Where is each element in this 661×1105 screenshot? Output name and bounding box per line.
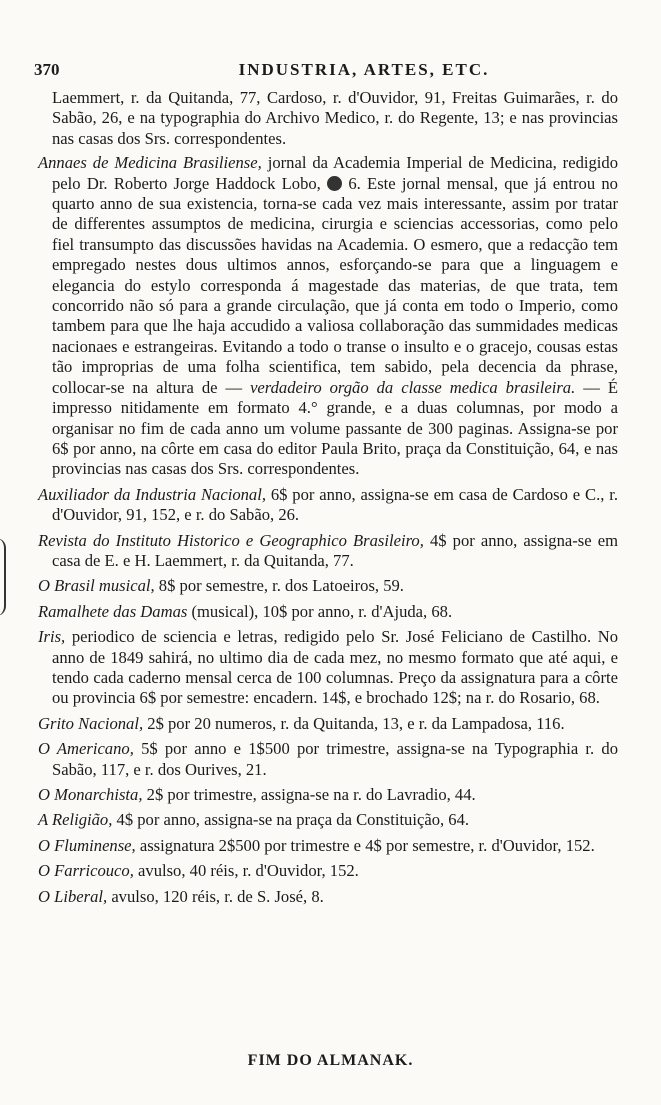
entry-title: O Brasil musical,: [38, 576, 155, 596]
list-item: [38, 531, 618, 572]
page-number: 370: [34, 60, 60, 79]
entry-title: Auxiliador da Industria Nacional,: [38, 484, 266, 504]
list-item: [38, 714, 618, 734]
entry-title: Revista do Instituto Historico e Geographico Brasileiro,: [38, 530, 424, 550]
entry-title: O Fluminense,: [38, 835, 136, 855]
entry-text: avulso, 120 réis, r. de S. José, 8.: [111, 886, 324, 906]
entry-text: 6. Este jornal mensal, que já entrou no quarto anno de sua existencia, torna-se cada vez mais interessante, assim por tratar de differentes assumptos de medicina, cirurgia e sciencias accessorias, como pelo fiel transumpto das discussões havidas na Academia. O esmero, que a redacção tem empregado nestes dous ultimos annos, esforçando-se para que a linguagem e elegancia do estylo corresponda á magestade das materias, de que trata, tem concorrido não só para a grande circulação, que já conta em todo o Imperio, como tambem para que lhe haja accudido a valiosa collaboração das summidades medicas nacionaes e estrangeiras. Evitando a todo o transe o insulto e o gracejo, cousas estas tão improprias de uma folha scientifica, tem sabido, pela decencia da phrase, collocar-se na altura de —: [52, 173, 618, 397]
running-head: INDUSTRIA, ARTES, ETC.: [238, 60, 490, 79]
entry-text: 4$ por anno, assigna-se na praça da Constituição, 64.: [116, 810, 470, 830]
list-item: [38, 153, 618, 480]
entry-text: 4$ por anno, assigna-se em casa de E. e H. Laemmert, r. da Quitanda, 77.: [52, 530, 618, 570]
list-item: [38, 485, 618, 526]
entry-text: assignatura 2$500 por trimestre e 4$ por semestre, r. d'Ouvidor, 152.: [139, 835, 595, 855]
list-item: [38, 88, 618, 149]
list-item: [38, 861, 618, 881]
entry-text: 6$ por anno, assigna-se em casa de Cardoso e C., r. d'Ouvidor, 91, 152, e r. do Sabão, 26.: [52, 484, 618, 525]
entry-title: A Religião,: [38, 810, 113, 830]
list-item: [38, 785, 618, 805]
entry-title: Iris,: [38, 627, 66, 647]
entry-title: O Liberal,: [38, 886, 108, 906]
list-item: [38, 627, 618, 709]
entry-title: Grito Nacional,: [38, 713, 144, 733]
list-item: [38, 887, 618, 907]
entry-text: Laemmert, r. da Quitanda, 77, Cardoso, r. d'Ouvidor, 91, Freitas Guimarães, r. do Sabão, 26, e na typographia do Archivo Medico, r. do Regente, 13; e nas provincias nas casas dos Srs. correspondentes.: [52, 88, 618, 148]
entry-motto: verdadeiro orgão da classe medica brasileira.: [250, 377, 576, 397]
list-item: [38, 836, 618, 856]
entry-text: 2$ por 20 numeros, r. da Quitanda, 13, e r. da Lampadosa, 116.: [147, 713, 565, 733]
page-header: [34, 60, 634, 84]
entry-title: Annaes de Medicina Brasiliense,: [38, 153, 262, 173]
entry-title: O Monarchista,: [38, 785, 143, 804]
list-item: [38, 739, 618, 780]
entry-text: periodico de sciencia e letras, redigido pelo Sr. José Feliciano de Castilho. No anno de 1849 sahirá, no ultimo dia de cada mez, no mesmo formato que até aqui, e tendo cada caderno mensal cerca de 100 columnas. Preço da assignatura para a côrte ou provincia 6$ por semestre: encadern. 14$, e brochado 12$; na r. do Rosario, 68.: [52, 627, 619, 708]
entry-title: O Americano,: [38, 739, 134, 759]
list-item: [38, 602, 618, 622]
entry-text: 8$ por semestre, r. dos Latoeiros, 59.: [158, 576, 404, 596]
entry-text: 5$ por anno e 1$500 por trimestre, assigna-se na Typographia r. do Sabão, 117, e r. dos Ourives, 21.: [52, 739, 618, 779]
seal-icon: [327, 176, 342, 191]
listing-text: [38, 88, 618, 912]
entry-text: 2$ por trimestre, assigna-se na r. do Lavradio, 44.: [146, 785, 476, 804]
list-item: [38, 810, 618, 830]
list-item: [38, 576, 618, 596]
entry-text: jornal da Academia Imperial de Medicina, redigido pelo Dr. Roberto Jorge Haddock Lobo,: [52, 153, 618, 193]
entry-title: Ramalhete das Damas: [38, 601, 188, 621]
entry-text: avulso, 40 réis, r. d'Ouvidor, 152.: [138, 861, 359, 881]
entry-text: — É impresso nitidamente em formato 4.° grande, e a duas columnas, por modo a organisar no fim de cada anno um volume passante de 300 paginas. Assigna-se por 6$ por anno, na côrte em casa do editor Paula Brito, praça da Constituição, 64, e nas provincias nas casas dos Srs. correspondentes.: [52, 377, 618, 479]
closing-line: FIM DO ALMANAK.: [247, 1052, 414, 1069]
entry-text: (musical), 10$ por anno, r. d'Ajuda, 68.: [191, 601, 453, 621]
binding-mark: [0, 538, 6, 616]
entry-title: O Farricouco,: [38, 861, 134, 881]
